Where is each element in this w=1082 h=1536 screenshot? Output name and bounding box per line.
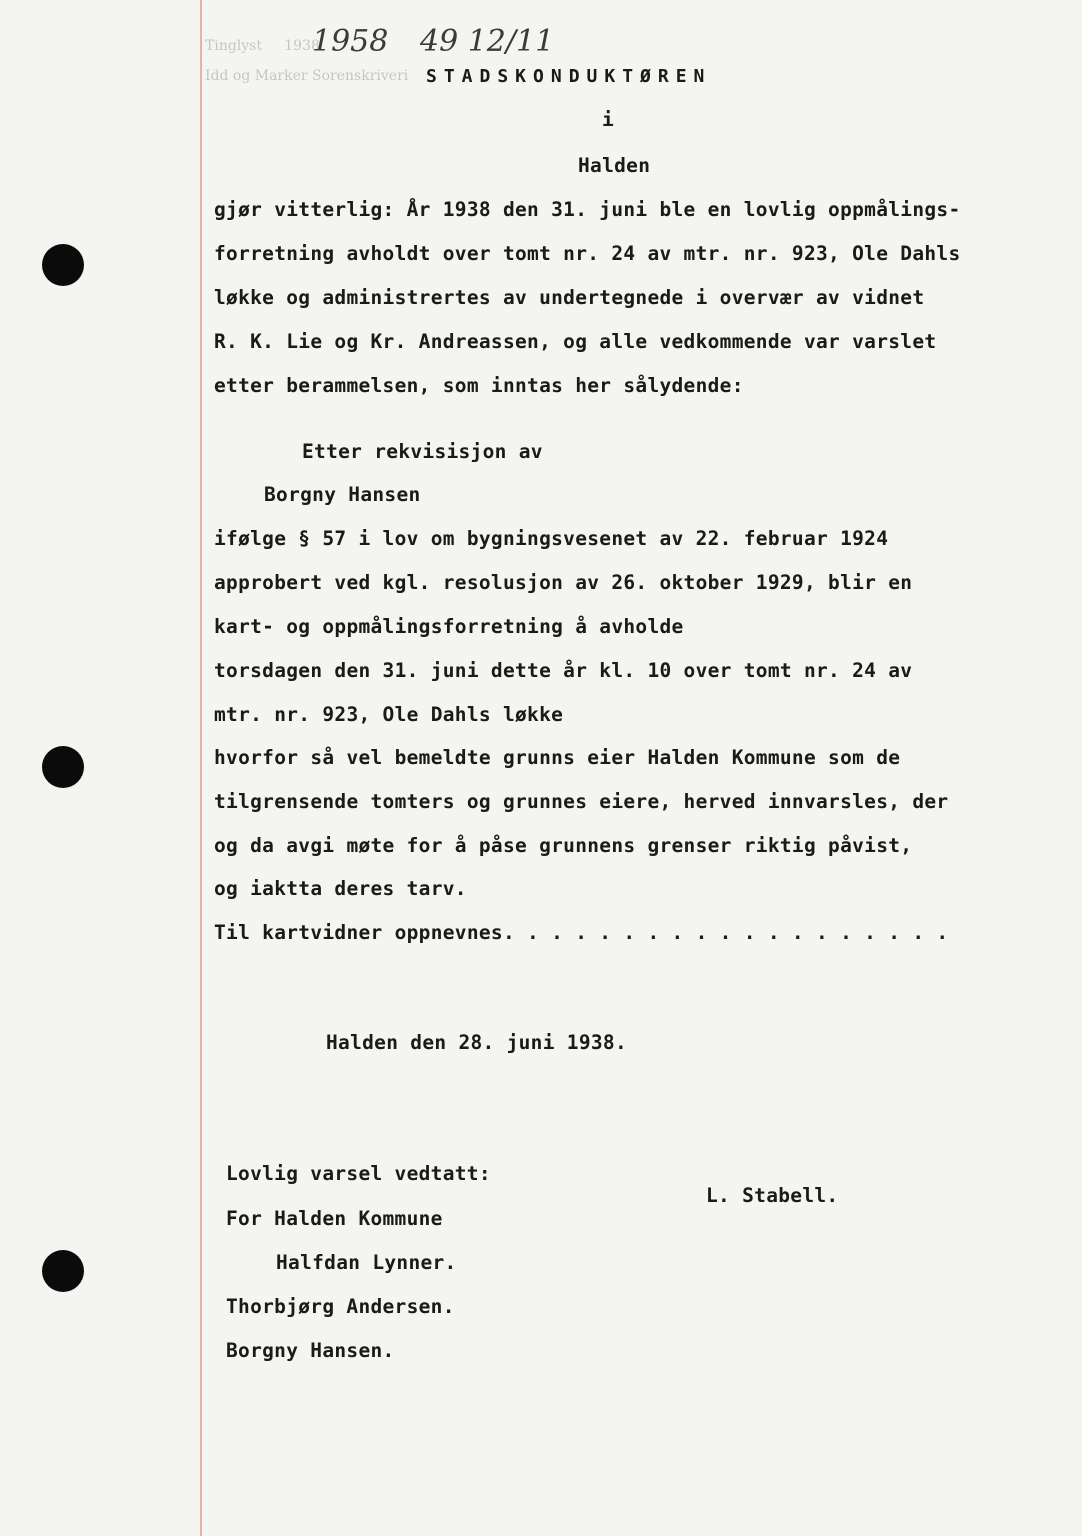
handwritten-reference: 49 12/11 [420,24,555,59]
body-line: R. K. Lie og Kr. Andreassen, og alle vedkommende var varslet [214,330,937,353]
signatory-name: Thorbjørg Andersen. [226,1295,455,1318]
bleed-through-text: Idd og Marker Sorenskriveri [205,68,409,84]
header-preposition: i [602,108,615,131]
punch-hole-top [42,244,84,286]
notice-line: approbert ved kgl. resolusjon av 26. oktober 1929, blir en [214,571,913,594]
document-title: STADSKONDUKTØREN [426,66,712,87]
header-city: Halden [578,154,651,177]
dateline: Halden den 28. juni 1938. [326,1031,627,1054]
bleed-through-text: Tinglyst 1938 [205,38,320,54]
margin-rule [200,0,202,1536]
signatory-name: Borgny Hansen. [226,1339,395,1362]
official-signature: L. Stabell. [706,1184,839,1207]
requisition-name: Borgny Hansen [264,483,421,506]
body-line: gjør vitterlig: År 1938 den 31. juni ble en lovlig oppmålings- [214,198,961,221]
body-line: løkke og administrertes av undertegnede i overvær av vidnet [214,286,925,309]
notice-line: og da avgi møte for å påse grunnens grenser riktig påvist, [214,834,913,857]
signatory-name: Halfdan Lynner. [276,1251,457,1274]
notice-line: og iaktta deres tarv. [214,877,467,900]
body-line: forretning avholdt over tomt nr. 24 av mtr. nr. 923, Ole Dahls [214,242,961,265]
handwritten-number: 1958 [312,24,389,59]
notice-line: torsdagen den 31. juni dette år kl. 10 over tomt nr. 24 av [214,659,913,682]
body-line: etter berammelsen, som inntas her sålydende: [214,374,744,397]
requisition-line: Etter rekvisisjon av [302,440,543,463]
accepted-label: Lovlig varsel vedtatt: [226,1162,491,1185]
notice-line: Til kartvidner oppnevnes. . . . . . . . . . . . . . . . . . . [214,921,949,944]
notice-line: hvorfor så vel bemeldte grunns eier Halden Kommune som de [214,746,901,769]
punch-hole-middle [42,746,84,788]
punch-hole-bottom [42,1250,84,1292]
notice-line: ifølge § 57 i lov om bygningsvesenet av 22. februar 1924 [214,527,889,550]
notice-line: kart- og oppmålingsforretning å avholde [214,615,684,638]
notice-line: mtr. nr. 923, Ole Dahls løkke [214,703,564,726]
for-kommune-label: For Halden Kommune [226,1207,443,1230]
notice-line: tilgrensende tomters og grunnes eiere, herved innvarsles, der [214,790,949,813]
